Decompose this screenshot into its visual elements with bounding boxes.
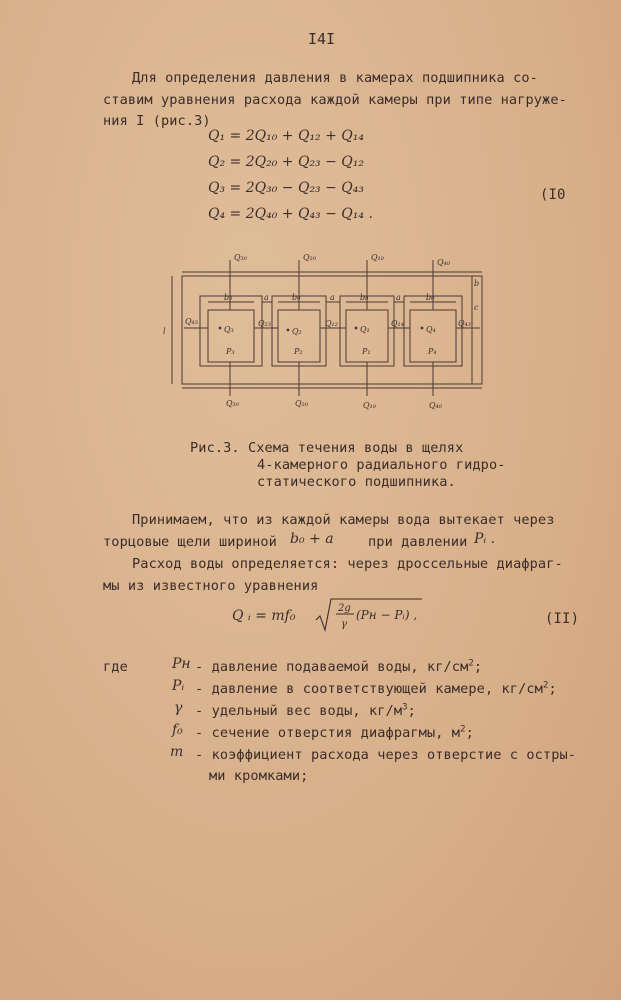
figure-caption-1: Рис.3. Схема течения воды в щелях [190,440,464,456]
label-q1: Q₁ [360,325,370,334]
label-c: c [474,303,479,312]
para2-line-2b: при давлении [368,534,468,550]
equation-3: Q₃ = 2Q₃₀ − Q₂₃ − Q₄₃ [208,180,364,196]
equation-number: (I0 [540,187,566,203]
label-l: l [163,327,166,336]
where-text-5: - коэффициент расхода через отверстие с остры- [195,747,577,763]
where-symbol-3: γ [174,700,183,716]
label-q12: Q₁₂ [325,319,338,328]
formula-root [314,596,424,636]
para2-line-2-hw2: Pᵢ . [474,531,496,547]
label-q14: Q₁₄ [391,319,404,328]
label-p1: P₁ [362,347,371,356]
where-text-4: - сечение отверстия диафрагмы, $м^2$; [195,724,474,741]
label-bottom-2: Q₂₀ [295,399,308,408]
where-last-line: ми кромками; [209,768,309,784]
intro-line-3: ния I (рис.3) [103,113,211,129]
label-p3: P₃ [226,347,235,356]
label-a-2: a [330,293,335,302]
label-bottom-3: Q₃₀ [226,399,239,408]
label-q3: Q₃ [224,325,234,334]
chamber-4-dot [421,327,424,330]
para2-line-4: мы из известного уравнения [103,578,319,594]
equation-1: Q₁ = 2Q₁₀ + Q₁₂ + Q₁₄ [208,128,364,144]
where-symbol-5: m [170,744,184,760]
equation-2: Q₂ = 2Q₂₀ + Q₂₃ − Q₁₂ [208,154,364,170]
formula-fraction-numerator: 2g [338,603,351,614]
where-text-2: - давление в соответствующей камере, $кг/см^2$; [195,680,557,697]
label-b0-2: b₀ [292,293,301,302]
where-symbol-2: Pᵢ [172,678,185,694]
label-top-2: Q₂₀ [303,253,316,262]
where-text-3: - удельный вес воды, $кг/м^3$; [195,702,416,719]
label-bottom-4: Q₄₀ [429,401,442,410]
formula-number: (II) [545,611,580,627]
label-q43-left: Q₄₃ [185,317,198,326]
label-b: b [474,279,480,288]
chamber-1-dot [355,327,358,330]
formula-lhs: Q ᵢ = mf₀ [232,608,296,624]
label-bottom-1: Q₁₀ [363,401,376,410]
intro-line-1: Для определения давления в камерах подшипника со- [132,70,538,86]
label-p2: P₂ [294,347,303,356]
para2-line-3: Расход воды определяется: через дроссельные диафраг- [132,556,563,572]
page-number: I4I [308,30,336,48]
chamber-2-dot [287,329,290,332]
bearing-flow-diagram [160,250,490,420]
label-q2: Q₂ [292,327,302,336]
formula-radicand: (Pн − Pᵢ) , [356,608,418,622]
where-symbol-4: f₀ [172,722,183,738]
label-q23: Q₂₃ [258,319,271,328]
label-b0-4: b₀ [426,293,435,302]
formula-fraction-denominator: γ [341,619,347,630]
figure-caption-3: статического подшипника. [257,474,456,490]
label-top-4: Q₄₀ [437,258,450,267]
para2-line-2-hw: b₀ + a [290,531,334,547]
para2-line-1: Принимаем, что из каждой камеры вода вытекает через [132,512,555,528]
label-top-3: Q₃₀ [234,253,247,262]
label-q4: Q₄ [426,325,436,334]
label-p4: P₄ [428,347,437,356]
label-a-3: a [396,293,401,302]
para2-line-2a: торцовые щели шириной [103,534,277,550]
equation-4: Q₄ = 2Q₄₀ + Q₄₃ − Q₁₄ . [208,206,373,222]
label-q43-right: Q₄₃ [458,319,471,328]
label-top-1: Q₁₀ [371,253,384,262]
label-b0-3: b₀ [224,293,233,302]
chamber-3-dot [219,327,222,330]
label-b0-1: b₀ [360,293,369,302]
label-a-1: a [264,293,269,302]
intro-line-2: ставим уравнения расхода каждой камеры при типе нагруже- [103,92,567,108]
figure-caption-2: 4-камерного радиального гидро- [257,457,506,473]
where-label: где [103,659,128,675]
where-text-1: - давление подаваемой воды, $кг/см^2$; [195,658,483,675]
where-symbol-1: Pн [172,656,191,672]
